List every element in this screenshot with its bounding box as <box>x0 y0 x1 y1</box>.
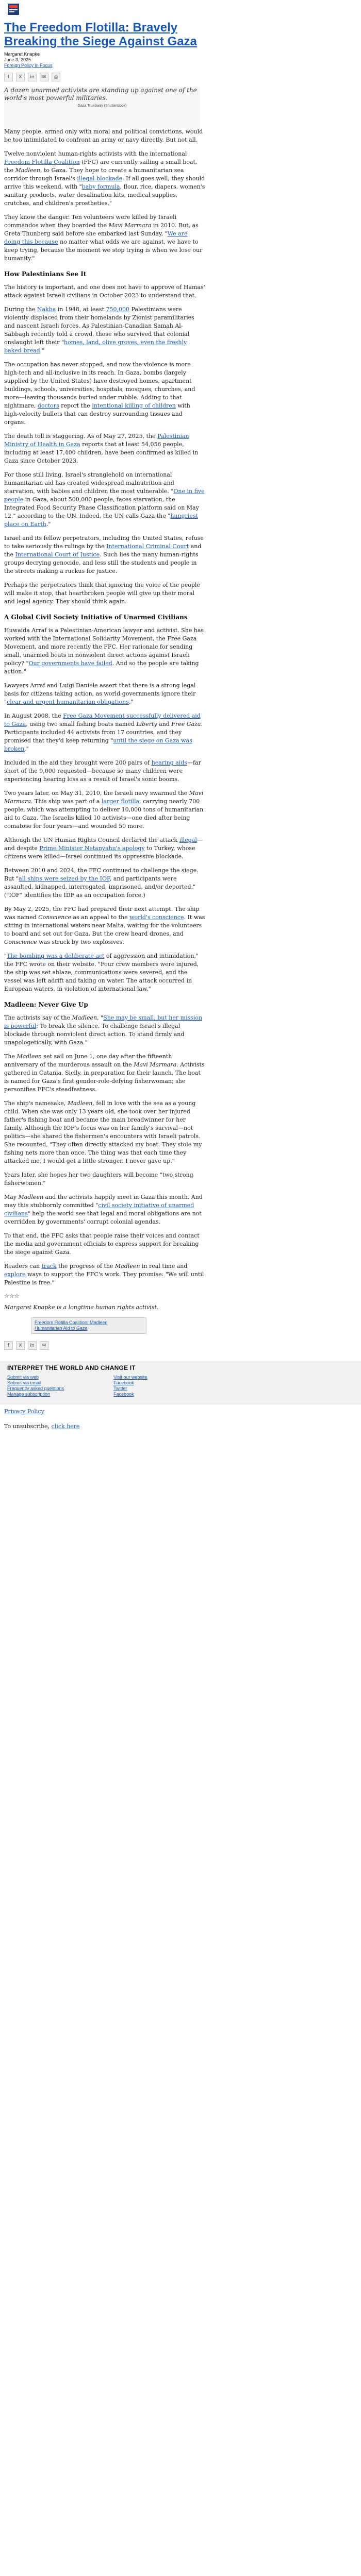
text: in real time and <box>140 1263 188 1269</box>
text: , using two small fishing boats named <box>26 721 137 727</box>
text: " help the world see that legal and moral obligations are not overridden by governments' corrupt colonial agendas. <box>4 1210 202 1225</box>
text: the progress of the <box>56 1263 115 1269</box>
paragraph-13 <box>4 712 205 753</box>
separator-stars: ☆☆☆ <box>4 1293 20 1299</box>
footer-link[interactable]: Facebook <box>113 1380 134 1385</box>
text: and the <box>4 543 202 558</box>
footer-link[interactable]: Facebook <box>113 1392 134 1397</box>
ship-name: Madleen <box>17 1053 42 1060</box>
facebook-icon[interactable]: f <box>4 73 13 81</box>
text: ." <box>40 347 45 354</box>
text: of aggression and intimidation," the FFC wrote on their website. "Four crew members were injured, the ship was set ablaze, communications were severed, and the vessel was left adrift and taking on water. The attack occurred in European waters, in violation of international law." <box>4 953 199 992</box>
text: , to Gaza. They hope to create a humanitarian sea corridor through Israel's <box>4 167 184 182</box>
text: Two years later, on May 31, 2010, the Israeli navy swarmed the <box>4 790 189 796</box>
text: The <box>4 1053 17 1060</box>
text: , and participants were assaulted, kidnapped, interrogated, imprisoned, and/or deported." ("IOF" identifies the IDF as an occupation force.) <box>4 875 196 899</box>
text: in 2010. But, as Greta Thunberg said before she embarked last Sunday, " <box>4 222 199 237</box>
small-but-powerful-link[interactable]: She may be small, but her mission is powerful <box>4 1014 203 1029</box>
text: Although the UN Human Rights Council declared the attack <box>4 837 179 843</box>
section-heading-madleen: Madleen: Never Give Up <box>4 1001 88 1008</box>
paragraph-26 <box>4 1262 205 1287</box>
paragraph-19 <box>4 952 205 993</box>
text: report the <box>59 402 92 409</box>
text: : To break the silence. To challenge Israel's illegal blockade through nonviolent direct action. To stand firmly and unapologetically, with Gaza." <box>4 1023 185 1046</box>
footer-link[interactable]: Submit via web <box>7 1375 39 1380</box>
linkedin-icon[interactable]: in <box>28 73 37 81</box>
share-bar-top <box>4 73 205 81</box>
displaced-link[interactable]: 750,000 <box>106 306 129 313</box>
text: The history is important, and one does not have to approve of Hamas' attack against Israeli civilians in October 2023 to understand that. <box>4 284 205 299</box>
paragraph-17 <box>4 867 205 900</box>
hearing-aids-link[interactable]: hearing aids <box>151 759 188 766</box>
siege-broken-link[interactable]: until the siege on Gaza was broken <box>4 737 192 752</box>
text: , flour, rice, diapers, women's sanitary products, water desalination kits, medical supplies, crutches, and children's prostheties." <box>4 183 205 207</box>
text: Perhaps the perpetrators think that ignoring the voice of the people will make it stop, that heartbroken people will give up their moral and legal agency. They should think again. <box>4 582 200 605</box>
date: June 3, 2025 <box>4 57 31 62</box>
ship-name: Conscience <box>38 914 71 921</box>
email-icon[interactable]: ✉ <box>40 73 48 81</box>
article <box>4 0 205 1350</box>
legal-links <box>4 1408 361 1430</box>
unsubscribe-text: To unsubscribe, <box>4 1423 52 1430</box>
baby-formula-link[interactable]: baby formula <box>81 183 120 190</box>
text: ." <box>24 745 29 752</box>
paragraph-20 <box>4 1014 205 1047</box>
ship-name: Madleen <box>114 1263 140 1269</box>
paragraph-24 <box>4 1193 205 1226</box>
text: , " <box>97 1014 104 1021</box>
paragraph-5 <box>4 306 205 355</box>
linkedin-icon[interactable]: in <box>28 1341 37 1350</box>
text: They know the danger. Ten volunteers were killed by Israeli commandos when they boarded the <box>4 214 177 229</box>
hungriest-place-link[interactable]: hungriest place on Earth <box>4 513 198 528</box>
ship-name: Conscience <box>4 939 37 945</box>
print-icon[interactable]: ⎙ <box>52 73 60 81</box>
text: ways to support the FFC's work. They promise: "We will until Palestine is free." <box>4 1271 204 1286</box>
text: to Turkey, whose citizens were killed—Israel continued its oppressive blockade. <box>4 845 195 860</box>
netanyahu-apology-link[interactable]: Prime Minister Netanyahu's apology <box>39 845 145 852</box>
killing-children-link[interactable]: intentional killing of children <box>92 402 176 409</box>
text: and <box>157 721 172 727</box>
text: and the activists happily meet in Gaza this month. And may this stubbornly committed " <box>4 1194 203 1209</box>
text: During the <box>4 306 37 313</box>
image-credit: Gaza Truebway (Shutterstock) <box>77 104 127 108</box>
text: Twelve nonviolent human-rights activists with the international <box>4 150 187 157</box>
text: May <box>4 1194 19 1200</box>
obligations-link[interactable]: clear and urgent humanitarian obligations <box>7 699 129 705</box>
worlds-conscience-link[interactable]: world's conscience <box>129 914 184 921</box>
text: . If all goes well, they should arrive this weekend, with " <box>4 175 205 190</box>
paragraph-23 <box>4 1171 205 1188</box>
paragraph-10 <box>4 581 205 606</box>
footer-column-1 <box>7 1375 64 1397</box>
privacy-policy-link[interactable]: Privacy Policy <box>4 1408 44 1415</box>
text: in 1948, at least <box>56 306 106 313</box>
ships-seized-link[interactable]: all ships were seized by the IOF <box>19 875 110 882</box>
explore-link[interactable]: explore <box>4 1271 26 1278</box>
paragraph-6 <box>4 361 205 427</box>
footer-link[interactable]: Submit via email <box>7 1380 42 1385</box>
track-link[interactable]: track <box>41 1263 57 1269</box>
paragraph-22 <box>4 1099 205 1165</box>
ship-name: Madleen <box>72 1014 97 1021</box>
nakba-link[interactable]: Nakba <box>37 306 56 313</box>
ministry-health-link[interactable]: Palestinian Ministry of Health in Gaza <box>4 433 189 448</box>
ship-name: Mavi Marmara <box>108 222 152 229</box>
text: in Gaza, about 500,000 people, faces starvation, the Integrated Food Security Phase Classification platform said on May 12," according to the UN. Indeed, the UN calls Gaza the " <box>4 496 199 519</box>
facebook-icon[interactable]: f <box>4 1341 13 1350</box>
section-heading-palestinians: How Palestinians See It <box>4 270 87 278</box>
text: ." <box>128 699 134 705</box>
text: Huwaida Arraf is a Palestinian-American lawyer and activist. She has worked with the International Solidarity Movement, the Free Gaza Movement, and more recently the FFC. Her rationale for sending small, unarmed boats in nonviolent direct actions against Israeli policy? " <box>4 627 204 667</box>
text: The ship's namesake, <box>4 1100 68 1107</box>
civil-society-link[interactable]: civil society initiative of unarmed civilians <box>4 1202 194 1217</box>
email-icon[interactable]: ✉ <box>40 1341 48 1350</box>
twitter-icon[interactable]: X <box>16 73 25 81</box>
paragraph-1 <box>4 128 205 144</box>
text: By May 2, 2025, the FFC had prepared their next attempt. The ship was named <box>4 906 200 921</box>
paragraph-16 <box>4 836 205 861</box>
paragraph-18 <box>4 905 205 946</box>
text: Palestinians were violently displaced from their homelands by Zionist paramilitaries and nascent Israeli forces. As Palestinian-Canadian Samah Al-Sabbagh recently told a crowd, those who survived that colonial onslaught left their " <box>4 306 194 346</box>
larger-flotilla-link[interactable]: larger flotilla <box>101 798 140 805</box>
author-bio: Margaret Knapke is a longtime human rights activist. <box>4 1304 159 1311</box>
text: The death toll is staggering. As of May 27, 2025, the <box>4 433 158 439</box>
author: Margaret Knapke <box>4 52 40 57</box>
paragraph-8 <box>4 471 205 529</box>
text: —far short of the 9,000 requested—because so many children were experiencing hearing loss as a result of Israel's sonic booms. <box>4 759 201 783</box>
text: Many people, armed only with moral and political convictions, would be too intimidated to confront an army or navy directly. But not all. <box>4 128 203 143</box>
footer-link[interactable]: Frequently asked questions <box>7 1386 64 1391</box>
text: The activists say of the <box>4 1014 72 1021</box>
governments-failed-link[interactable]: Our governments have failed <box>28 660 112 667</box>
thunberg-quote-link[interactable]: We are doing this because <box>4 230 188 245</box>
text: Lawyers Arraf and Luigi Daniele assert that there is a strong legal basis for citizens taking action, as world governments ignore their " <box>4 682 196 705</box>
icj-link[interactable]: International Court of Justice <box>15 551 100 558</box>
icc-link[interactable]: International Criminal Court <box>106 543 189 550</box>
text: Between 2010 and 2024, the FFC continued to challenge the siege. But " <box>4 867 199 882</box>
footer-column-2 <box>113 1375 147 1397</box>
paragraph-11 <box>4 626 205 676</box>
hero-image <box>4 87 200 128</box>
text: . This ship was part of a <box>30 798 102 805</box>
text: as an appeal to the <box>71 914 130 921</box>
blockade-link[interactable]: illegal blockade <box>77 175 123 182</box>
free-gaza-link[interactable]: Free Gaza Movement successfully delivered aid to Gaza <box>4 713 201 727</box>
bombing-link[interactable]: The bombing was a deliberate act <box>7 953 105 959</box>
text: . And so the people are taking action." <box>4 660 199 675</box>
text: ." <box>46 521 51 528</box>
related-link[interactable]: Humanitarian Aid to Gaza <box>35 1326 88 1331</box>
byline <box>4 52 205 69</box>
ship-name: Madleen <box>18 1194 44 1200</box>
person-name: Madleen <box>67 1100 93 1107</box>
text: The occupation has never stopped, and now the violence is more high-tech and all-inclusive in its reach. In Gaza, bombs (largely supplied by the United States) have destroyed homes, apartment buildings, schools, universities, hospitals, mosques, churches, and more—leaving thousands buried under rubble. Adding to that nightmare, <box>4 361 195 409</box>
boat-name: Free Gaza <box>171 721 201 727</box>
share-bar-bottom <box>4 1341 205 1350</box>
footer-link[interactable]: Visit our website <box>113 1375 147 1380</box>
paragraph-25 <box>4 1232 205 1257</box>
article-summary: A dozen unarmed activists are standing up against one of the world's most powerful militaries. <box>4 87 197 101</box>
text: , fell in love with the sea as a young child. When she was only 13 years old, she took over her injured father's fishing boat and became the main breadwinner for her family. Although the IOF's focus was on her family's survival—not politics—she shared the fishermen's encounters with Israeli patrols. She recounted, "They often directly attacked my boat. They stole my fishing nets more than once. The thing was that each time they attacked me, I would get a little stronger. I never gave up." <box>4 1100 202 1164</box>
unsubscribe-link[interactable]: click here <box>51 1423 80 1430</box>
paragraph-3 <box>4 213 205 263</box>
text: reports that at least 54,056 people, including at least 17,400 children, have been confirmed as killed in Gaza since October 2023. <box>4 441 199 464</box>
paragraph-14 <box>4 759 205 784</box>
doctors-link[interactable]: doctors <box>37 402 59 409</box>
footer-link[interactable]: Twitter <box>113 1386 127 1391</box>
article-title[interactable]: The Freedom Flotilla: Bravely Breaking the Siege Against Gaza <box>4 21 197 48</box>
paragraph-12 <box>4 682 205 706</box>
footer-link[interactable]: Manage subscription <box>7 1392 51 1397</box>
text: To that end, the FFC asks that people raise their voices and contact the media and government officials to express support for breaking the siege against Gaza. <box>4 1232 200 1256</box>
text: " <box>4 953 7 959</box>
category-link[interactable]: Foreign Policy in Focus <box>4 63 53 68</box>
ship-name: Mavi Marmara <box>4 790 204 805</box>
text: For those still living, Israel's stranglehold on international humanitarian aid has created widespread malnutrition and starvation, with babies and children the most vulnerable. " <box>4 471 174 495</box>
related-link[interactable]: Freedom Flotilla Coalition: Madleen <box>35 1320 108 1325</box>
paragraph-15 <box>4 789 205 831</box>
paragraph-7 <box>4 432 205 465</box>
text: no matter what odds we are against, we have to keep trying, because the moment we stop trying is when we lose our humanity." <box>4 239 203 262</box>
text: Years later, she hopes her two daughters will become "two strong fisherwomen." <box>4 1172 193 1187</box>
text: —and despite <box>4 837 203 852</box>
section-heading-civil-society: A Global Civil Society Initiative of Unarmed Civilians <box>4 614 188 621</box>
boat-name: Liberty <box>136 721 157 727</box>
ship-name: Mavi Marmara <box>134 1061 177 1068</box>
footer-columns <box>7 1375 354 1397</box>
paragraph-9 <box>4 534 205 575</box>
text: Readers can <box>4 1263 42 1269</box>
text: . Activists gathered in Catania, Sicily, in preparation for their launch. The boat is named for Gaza's first gender-role-defying fisherwoman; she personifies FFC's steadfastness. <box>4 1061 205 1093</box>
text: , carrying nearly 700 people, which was attempting to deliver 10,000 tons of humanitarian aid to Gaza. The Israelis killed 10 activists—one died after being comatose for four years—and wounded 50 more. <box>4 798 204 829</box>
text: . It was sitting in international waters near Malta, waiting for the volunteers to board and set out for Gaza. But the crew heard drones, and <box>4 914 205 937</box>
text: (FFC) are currently sailing a small boat, the <box>4 159 198 174</box>
homes-quote-link[interactable]: homes, land, olive groves, even the freshly baked bread <box>4 339 187 354</box>
paragraph-21 <box>4 1053 205 1094</box>
paragraph-4 <box>4 283 205 300</box>
text: set sail on June 1, one day after the fifteenth anniversary of the murderous assault on the <box>4 1053 172 1068</box>
twitter-icon[interactable]: X <box>16 1341 25 1350</box>
text: In August 2008, the <box>4 713 63 719</box>
ffc-link[interactable]: Freedom Flotilla Coalition <box>4 159 80 165</box>
text: . Participants included 44 activists from 17 countries, and they promised that they'd keep returning " <box>4 721 203 744</box>
footer-title: INTERPRET THE WORLD AND CHANGE IT <box>7 1364 136 1371</box>
text: . Such lies the many human-rights groups decrying genocide, and less still the students and people in the streets making a ruckus for justice. <box>4 551 199 574</box>
text: Included in the aid they brought were 200 pairs of <box>4 759 152 766</box>
one-in-five-link[interactable]: One in five people <box>4 488 205 503</box>
fpif-logo[interactable] <box>7 3 20 15</box>
text: with high-velocity bullets that can destroy surrounding tissues and organs. <box>4 402 190 426</box>
ship-name: Madleen <box>15 167 41 174</box>
unsubscribe-line <box>4 1422 361 1430</box>
text: Israel and its fellow perpetrators, including the United States, refuse to take seriously the rulings by the <box>4 535 204 550</box>
footer <box>0 1361 361 1404</box>
related-links-box <box>31 1317 146 1334</box>
illegal-link[interactable]: illegal <box>179 837 197 843</box>
text: was struck by two explosives. <box>37 939 124 945</box>
paragraph-2 <box>4 150 205 208</box>
